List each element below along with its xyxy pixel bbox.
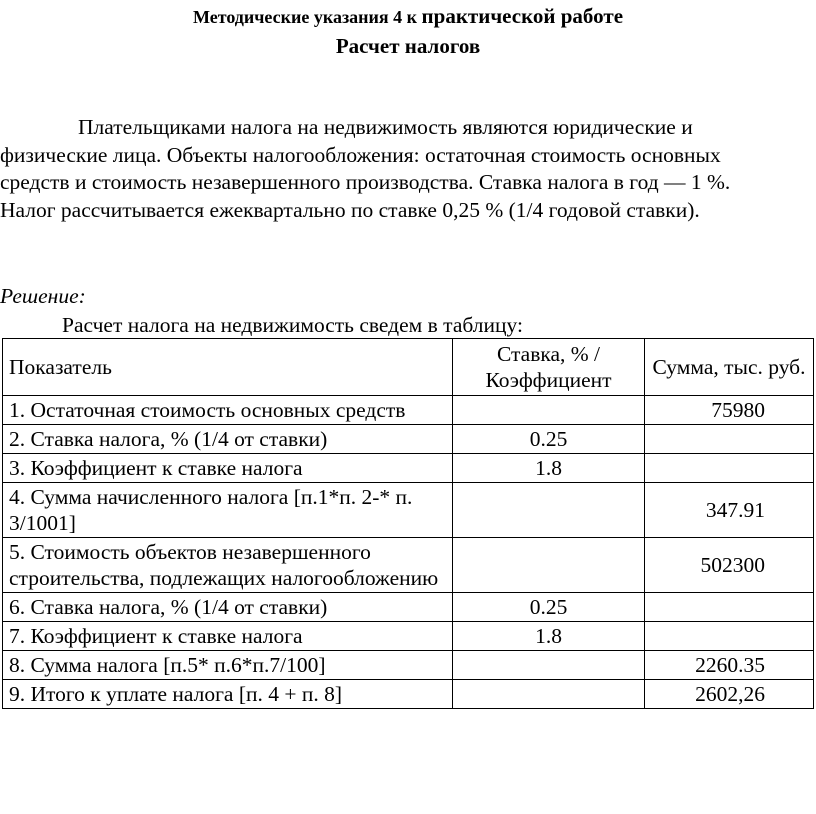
- table-intro: Расчет налога на недвижимость сведем в таблицу:: [62, 313, 523, 337]
- row-label: 7. Коэффициент к ставке налога: [3, 622, 453, 651]
- document-title-line1: [0, 4, 816, 29]
- row-rate: 0.25: [453, 425, 645, 454]
- table-row: [3, 538, 814, 593]
- row-sum: 75980: [645, 396, 814, 425]
- row-sum: [645, 454, 814, 483]
- header-indicator: Показатель: [3, 339, 453, 396]
- table-row: [3, 593, 814, 622]
- row-sum: 502300: [645, 538, 814, 593]
- row-sum: [645, 593, 814, 622]
- table-row: [3, 483, 814, 538]
- row-rate: 0.25: [453, 593, 645, 622]
- document-title-line2: Расчет налогов: [335, 34, 481, 58]
- header-sum: Сумма, тыс. руб.: [645, 339, 814, 396]
- row-sum: 2260.35: [645, 651, 814, 680]
- row-label: 1. Остаточная стоимость основных средств: [3, 396, 453, 425]
- row-label: 9. Итого к уплате налога [п. 4 + п. 8]: [3, 680, 453, 709]
- intro-paragraph: [0, 114, 790, 224]
- row-label: 4. Сумма начисленного налога [п.1*п. 2-* п. 3/1001]: [3, 483, 453, 538]
- title-suffix: практической работе: [421, 4, 624, 28]
- table-row: [3, 651, 814, 680]
- row-sum: 2602,26: [645, 680, 814, 709]
- row-rate: [453, 483, 645, 538]
- row-rate: 1.8: [453, 622, 645, 651]
- row-rate: [453, 680, 645, 709]
- table-row: [3, 425, 814, 454]
- tax-table: [2, 338, 814, 709]
- table-row: [3, 396, 814, 425]
- row-sum: 347.91: [645, 483, 814, 538]
- row-label: 3. Коэффициент к ставке налога: [3, 454, 453, 483]
- row-sum: [645, 622, 814, 651]
- table-header-row: [3, 339, 814, 396]
- row-label: 5. Стоимость объектов незавершенного строительства, подлежащих налогообложению: [3, 538, 453, 593]
- row-sum: [645, 425, 814, 454]
- row-rate: [453, 651, 645, 680]
- table-row: [3, 680, 814, 709]
- intro-paragraph-text: Плательщиками налога на недвижимость являются юридические и физические лица. Объекты налогообложения: остаточная стоимость основных средств и стоимость незавершенного производства. Ставка налога в год — 1 %. Налог рассчитывается ежеквартально по ставке 0,25 % (1/4 годовой ставки).: [0, 115, 731, 222]
- table-row: [3, 622, 814, 651]
- title-prefix: Методические указания 4 к: [192, 7, 418, 27]
- solution-label: Решение:: [0, 284, 86, 308]
- row-rate: [453, 538, 645, 593]
- row-rate: [453, 396, 645, 425]
- row-rate: 1.8: [453, 454, 645, 483]
- header-rate: Ставка, % / Коэффициент: [453, 339, 645, 396]
- table-body: [3, 396, 814, 709]
- row-label: 8. Сумма налога [п.5* п.6*п.7/100]: [3, 651, 453, 680]
- row-label: 2. Ставка налога, % (1/4 от ставки): [3, 425, 453, 454]
- row-label: 6. Ставка налога, % (1/4 от ставки): [3, 593, 453, 622]
- table-row: [3, 454, 814, 483]
